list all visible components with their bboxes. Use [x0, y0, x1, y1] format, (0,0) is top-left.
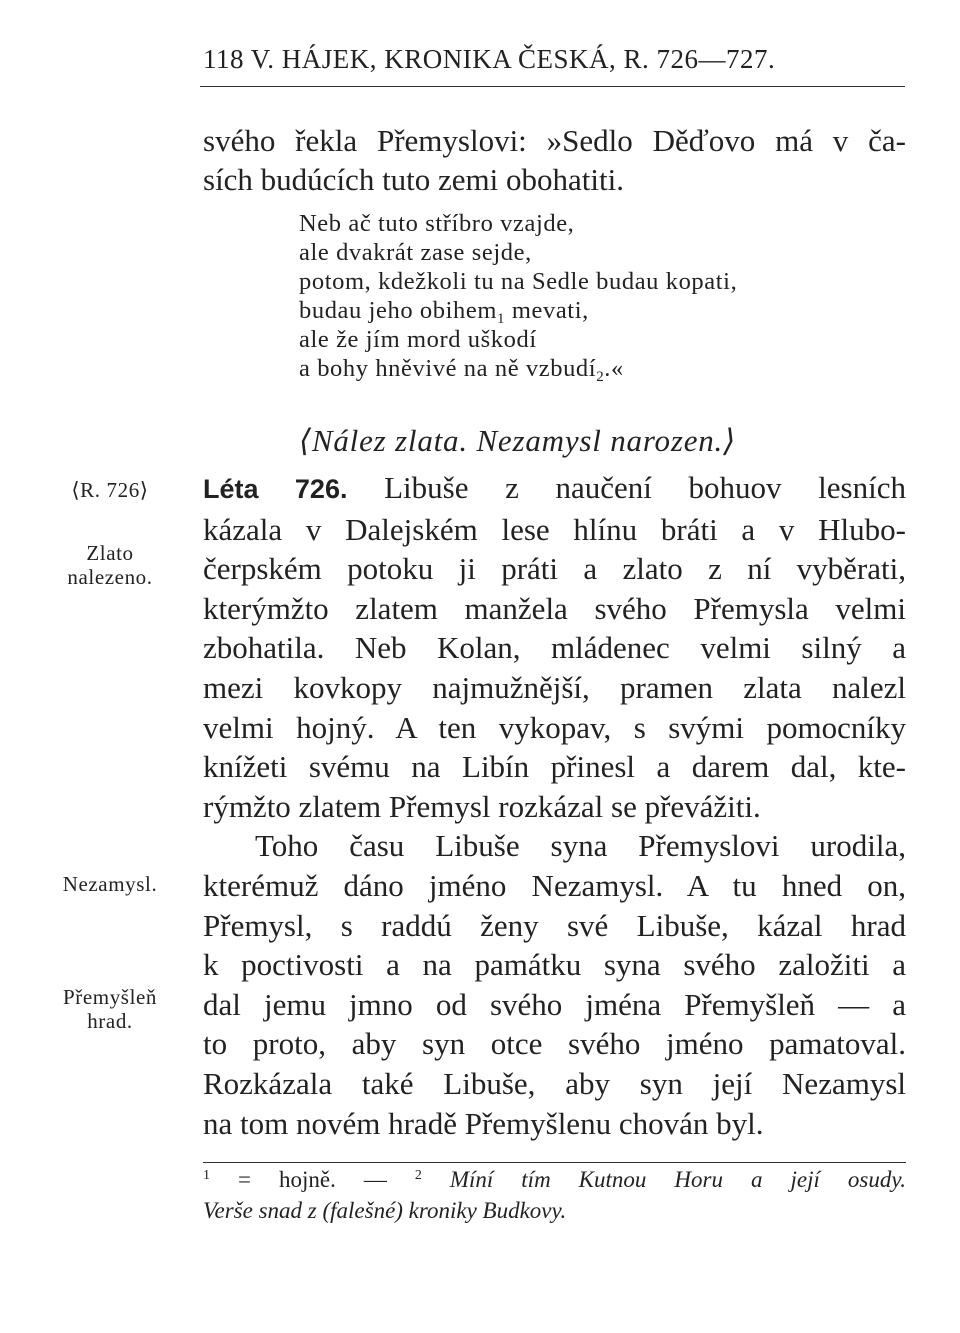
body-line: Přemysl, s raddú ženy své Libuše, kázal hrad — [203, 907, 906, 943]
verse-line-text: budau jeho obihem — [299, 297, 497, 324]
running-header: 118 V. HÁJEK, KRONIKA ČESKÁ, R. 726—727. — [203, 44, 776, 74]
verse-line — [299, 296, 737, 325]
opening-line: sích budúcích tuto zemi obohatiti. — [203, 162, 624, 198]
body-line: zbohatila. Neb Kolan, mládenec velmi silný a — [203, 630, 906, 666]
body-line: Toho času Libuše syna Přemyslovi urodila, — [255, 828, 906, 864]
footnotes — [203, 1164, 906, 1226]
body-line: knížeti svému na Libín přinesl a darem dal, kte- — [203, 749, 906, 785]
body-line: kterýmžto zlatem manžela svého Přemysla velmi — [203, 590, 906, 626]
body-line: kázala v Dalejském lese hlínu bráti a v Hlubo- — [203, 511, 906, 547]
header-rule — [200, 86, 905, 87]
footnote-mark: 2 — [414, 1168, 422, 1183]
footnote-mark: 1 — [203, 1168, 210, 1183]
main-text — [203, 468, 906, 1143]
margin-note-gold — [40, 541, 180, 589]
section-subheading: ⟨Nález zlata. Nezamysl narozen.⟩ — [299, 423, 737, 458]
footnote-line: Verše snad z (falešné) kroniky Budkovy. — [203, 1198, 567, 1223]
verse-line: potom, kdežkoli tu na Sedle budau kopati, — [299, 268, 738, 295]
body-line: to proto, aby syn otce svého jméno pamatoval. — [203, 1026, 906, 1062]
verse-line-text: mevati, — [505, 297, 589, 324]
year-lead: Léta 726. — [203, 474, 348, 504]
verse-line: ale že jím mord uškodí — [299, 326, 537, 353]
body-line — [203, 468, 906, 510]
verse-line-text: .« — [604, 355, 624, 382]
footnote-ref: 2 — [596, 369, 605, 385]
footnote-rule — [203, 1162, 906, 1163]
opening-line: svého řekla Přemyslovi: »Sedlo Děďovo má v ča- — [203, 123, 906, 158]
margin-note-line: Přemyšleň — [62, 985, 158, 1009]
body-line: čerpském potoku ji práti a zlato z ní vyběrati, — [203, 551, 906, 587]
body-line: dal jemu jmno od svého jména Přemyšleň — a — [203, 986, 906, 1022]
margin-note-nezamysl: Nezamysl. — [62, 872, 158, 896]
verse-line — [299, 354, 737, 383]
body-line: Rozkázala také Libuše, aby syn její Nezamysl — [203, 1065, 906, 1101]
body-line: na tom novém hradě Přemyšlenu chován byl. — [203, 1105, 764, 1141]
margin-note-year: ⟨R. 726⟩ — [71, 478, 149, 502]
footnote-line — [203, 1164, 906, 1195]
body-line: mezi kovkopy najmužnější, pramen zlata nalezl — [203, 669, 906, 705]
verse-line-text: a bohy hněvivé na ně vzbudí — [299, 355, 597, 382]
body-line: kterémuž dáno jméno Nezamysl. A tu hned on, — [203, 867, 906, 903]
margin-note-castle — [40, 985, 180, 1033]
verse-line: ale dvakrát zase sejde, — [299, 239, 532, 266]
verse-line: Neb ač tuto stříbro vzajde, — [299, 210, 575, 237]
opening-paragraph — [203, 121, 906, 199]
body-line: rýmžto zlatem Přemysl rozkázal se převážiti. — [203, 788, 761, 824]
body-line-text: Libuše z naučení bohuov lesních — [347, 470, 906, 505]
body-line: velmi hojný. A ten vykopav, s svými pomocníky — [203, 709, 906, 745]
margin-note-line: nalezeno. — [67, 565, 153, 589]
footnote-ref: 1 — [497, 311, 506, 327]
margin-note-line: Zlato — [86, 541, 134, 565]
footnote-text: Míní tím Kutnou Horu a její osudy. — [421, 1167, 907, 1192]
verse-block — [299, 209, 737, 383]
footnote-text: = hojně. — — [210, 1167, 415, 1192]
margin-note-line: hrad. — [87, 1009, 133, 1033]
body-line: k poctivosti a na památku syna svého založiti a — [203, 947, 906, 983]
